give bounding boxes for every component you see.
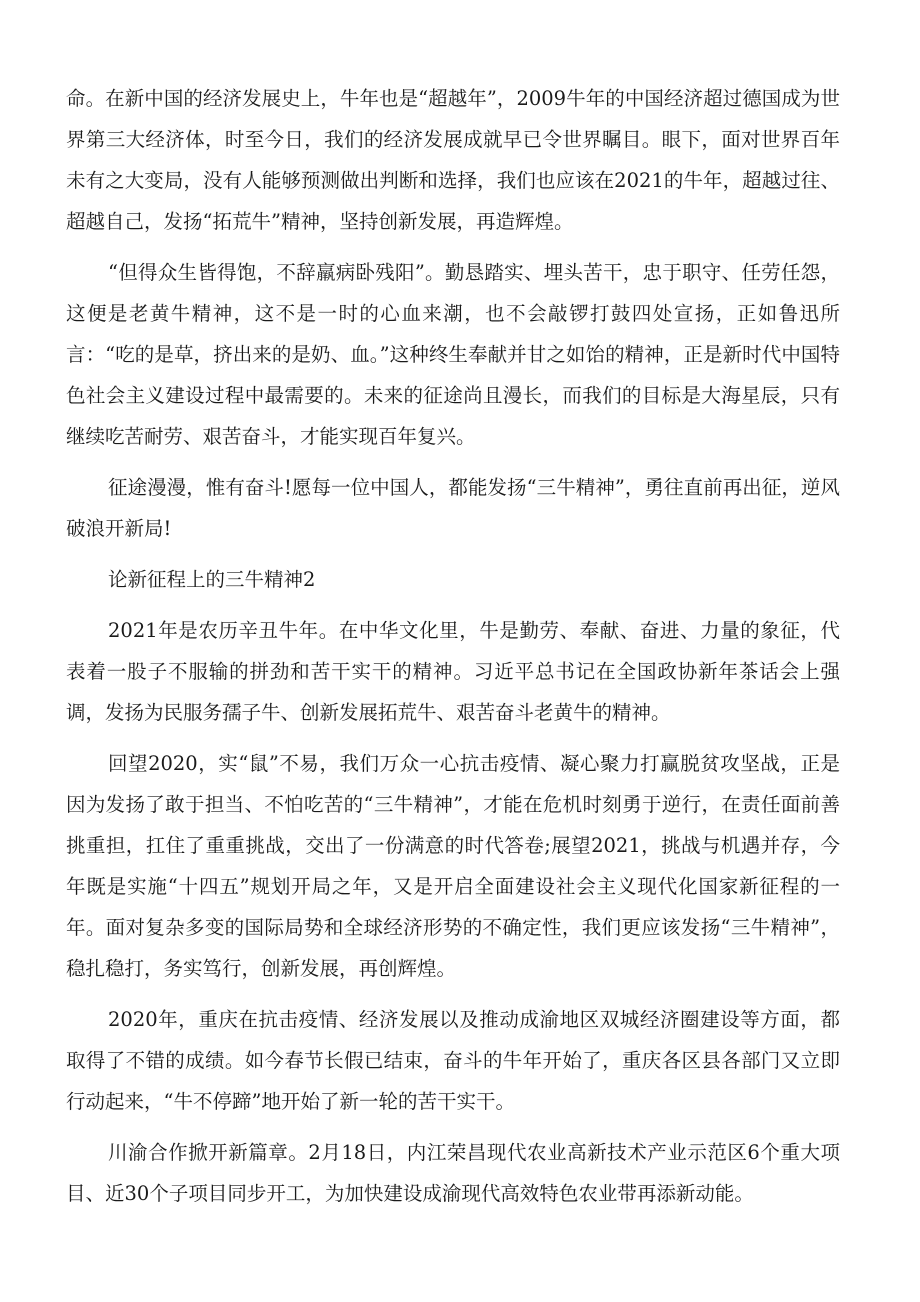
- paragraph-6: 2020年，重庆在抗击疫情、经济发展以及推动成渝地区双城经济圈建设等方面，都取得了不错的成绩。如今春节长假已结束，奋斗的牛年开始了，重庆各区县各部门又立即行动起来，“牛不停蹄”地开始了新一轮的苦干实干。: [66, 1008, 840, 1113]
- paragraph-3: 征途漫漫，惟有奋斗!愿每一位中国人，都能发扬“三牛精神”，勇往直前再出征，逆风破浪开新局!: [66, 476, 840, 540]
- paragraph-7: 川渝合作掀开新篇章。2月18日，内江荣昌现代农业高新技术产业示范区6个重大项目、近30个子项目同步开工，为加快建设成渝现代高效特色农业带再添新动能。: [66, 1141, 840, 1205]
- section-heading: 论新征程上的三牛精神2: [108, 568, 316, 591]
- paragraph-5: 回望2020，实“鼠”不易，我们万众一心抗击疫情、凝心聚力打赢脱贫攻坚战，正是因为发扬了敢于担当、不怕吃苦的“三牛精神”，才能在危机时刻勇于逆行，在责任面前善挑重担，扛住了重重挑战，交出了一份满意的时代答卷;展望2021，挑战与机遇并存，今年既是实施“十四五”规划开局之年，又是开启全面建设社会主义现代化国家新征程的一年。面对复杂多变的国际局势和全球经济形势的不确定性，我们更应该发扬“三牛精神”，稳扎稳打，务实笃行，创新发展，再创辉煌。: [66, 752, 840, 980]
- paragraph-4: 2021年是农历辛丑牛年。在中华文化里，牛是勤劳、奉献、奋进、力量的象征，代表着一股子不服输的拼劲和苦干实干的精神。习近平总书记在全国政协新年茶话会上强调，发扬为民服务孺子牛、创新发展拓荒牛、艰苦奋斗老黄牛的精神。: [66, 619, 840, 724]
- paragraph-1: 命。在新中国的经济发展史上，牛年也是“超越年”，2009牛年的中国经济超过德国成为世界第三大经济体，时至今日，我们的经济发展成就早已令世界瞩目。眼下，面对世界百年未有之大变局，没有人能够预测做出判断和选择，我们也应该在2021的牛年，超越过往、超越自己，发扬“拓荒牛”精神，坚持创新发展，再造辉煌。: [66, 87, 840, 233]
- paragraph-2: “但得众生皆得饱，不辞羸病卧残阳”。勤恳踏实、埋头苦干，忠于职守、任劳任怨，这便是老黄牛精神，这不是一时的心血来潮，也不会敲锣打鼓四处宣扬，正如鲁迅所言：“吃的是草，挤出来的是奶、血。”这种终生奉献并甘之如饴的精神，正是新时代中国特色社会主义建设过程中最需要的。未来的征途尚且漫长，而我们的目标是大海星辰，只有继续吃苦耐劳、艰苦奋斗，才能实现百年复兴。: [66, 261, 840, 448]
